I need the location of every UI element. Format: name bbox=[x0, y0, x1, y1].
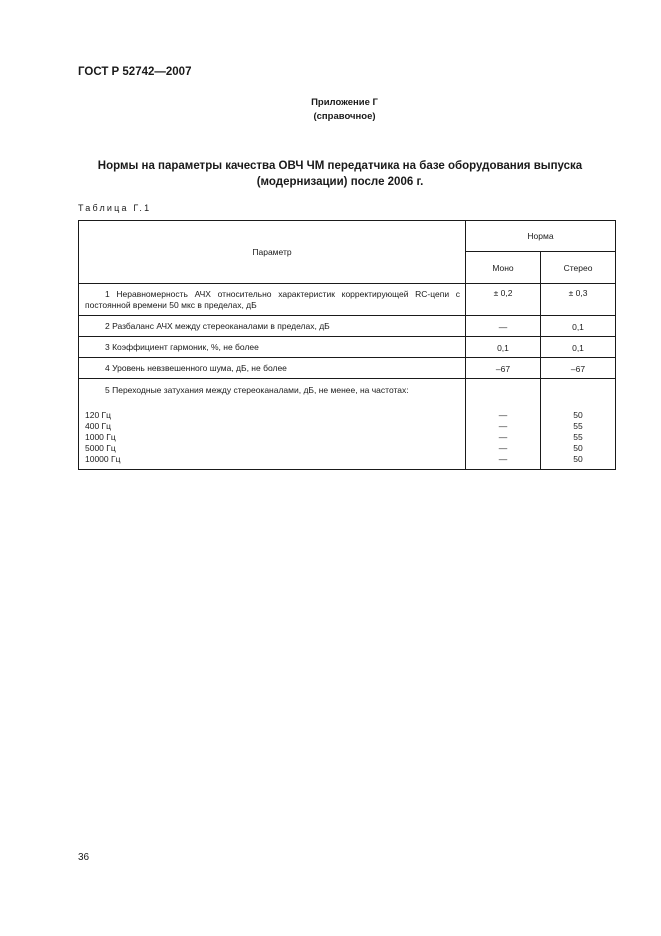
row-number: 4 bbox=[105, 363, 110, 373]
table-row bbox=[79, 337, 616, 358]
row-text: Уровень невзвешенного шума, дБ, не более bbox=[112, 363, 287, 373]
row-stereo-value: 0,1 bbox=[541, 337, 616, 358]
table-row bbox=[79, 284, 616, 316]
header-mono: Моно bbox=[466, 252, 541, 284]
row-stereo-values bbox=[541, 379, 616, 470]
table-row bbox=[79, 316, 616, 337]
frequency-item: 1000 Гц bbox=[85, 432, 116, 442]
mono-value: — bbox=[498, 432, 508, 442]
row-stereo-value: ± 0,3 bbox=[541, 284, 616, 316]
row-mono-values bbox=[466, 379, 541, 470]
row-parameter bbox=[79, 379, 466, 470]
stereo-value: 50 bbox=[573, 410, 583, 420]
stereo-value: 55 bbox=[573, 421, 583, 431]
row-number: 1 bbox=[105, 288, 110, 299]
frequency-item: 5000 Гц bbox=[85, 443, 116, 453]
row-text: Переходные затухания между стереоканалами, дБ, не менее, на частотах: bbox=[112, 385, 409, 395]
frequency-item: 400 Гц bbox=[85, 421, 112, 431]
row-number: 2 bbox=[105, 321, 110, 331]
page-number: 36 bbox=[78, 852, 90, 863]
appendix-heading bbox=[0, 96, 661, 124]
header-parameter: Параметр bbox=[79, 221, 466, 284]
mono-value: — bbox=[498, 421, 508, 431]
frequency-item: 10000 Гц bbox=[85, 454, 121, 464]
row-mono-value: –67 bbox=[466, 358, 541, 379]
document-code: ГОСТ Р 52742—2007 bbox=[78, 66, 192, 78]
mono-value: — bbox=[498, 443, 508, 453]
stereo-value: 50 bbox=[573, 443, 583, 453]
norms-table bbox=[78, 220, 616, 470]
row-mono-value: — bbox=[466, 316, 541, 337]
row-text: Коэффициент гармоник, %, не более bbox=[112, 342, 259, 352]
stereo-value: 50 bbox=[573, 454, 583, 464]
table-row bbox=[79, 358, 616, 379]
stereo-value: 55 bbox=[573, 432, 583, 442]
row-mono-value: ± 0,2 bbox=[466, 284, 541, 316]
row-text: Разбаланс АЧХ между стереоканалами в пределах, дБ bbox=[112, 321, 330, 331]
header-stereo: Стерео bbox=[541, 252, 616, 284]
table-row bbox=[79, 379, 616, 470]
row-mono-value: 0,1 bbox=[466, 337, 541, 358]
row-stereo-value: –67 bbox=[541, 358, 616, 379]
table-label: Таблица Г.1 bbox=[78, 203, 152, 213]
header-norm: Норма bbox=[466, 221, 616, 252]
row-stereo-value: 0,1 bbox=[541, 316, 616, 337]
mono-value: — bbox=[498, 410, 508, 420]
row-parameter bbox=[79, 284, 466, 316]
row-number: 3 bbox=[105, 342, 110, 352]
row-parameter bbox=[79, 337, 466, 358]
mono-value: — bbox=[498, 454, 508, 464]
frequency-list bbox=[85, 410, 211, 465]
row-number: 5 bbox=[105, 385, 110, 395]
page-title: Нормы на параметры качества ОВЧ ЧМ передатчика на базе оборудования выпуска (модернизации) после 2006 г. bbox=[97, 160, 583, 188]
row-text: Неравномерность АЧХ относительно характеристик корректирующей RC-цепи с постоянной времени 50 мкс в пределах, дБ bbox=[85, 288, 460, 310]
appendix-label: Приложение Г bbox=[311, 97, 378, 108]
appendix-kind: (справочное) bbox=[313, 111, 376, 122]
row-parameter bbox=[79, 358, 466, 379]
row-parameter bbox=[79, 316, 466, 337]
frequency-item: 120 Гц bbox=[85, 410, 112, 420]
